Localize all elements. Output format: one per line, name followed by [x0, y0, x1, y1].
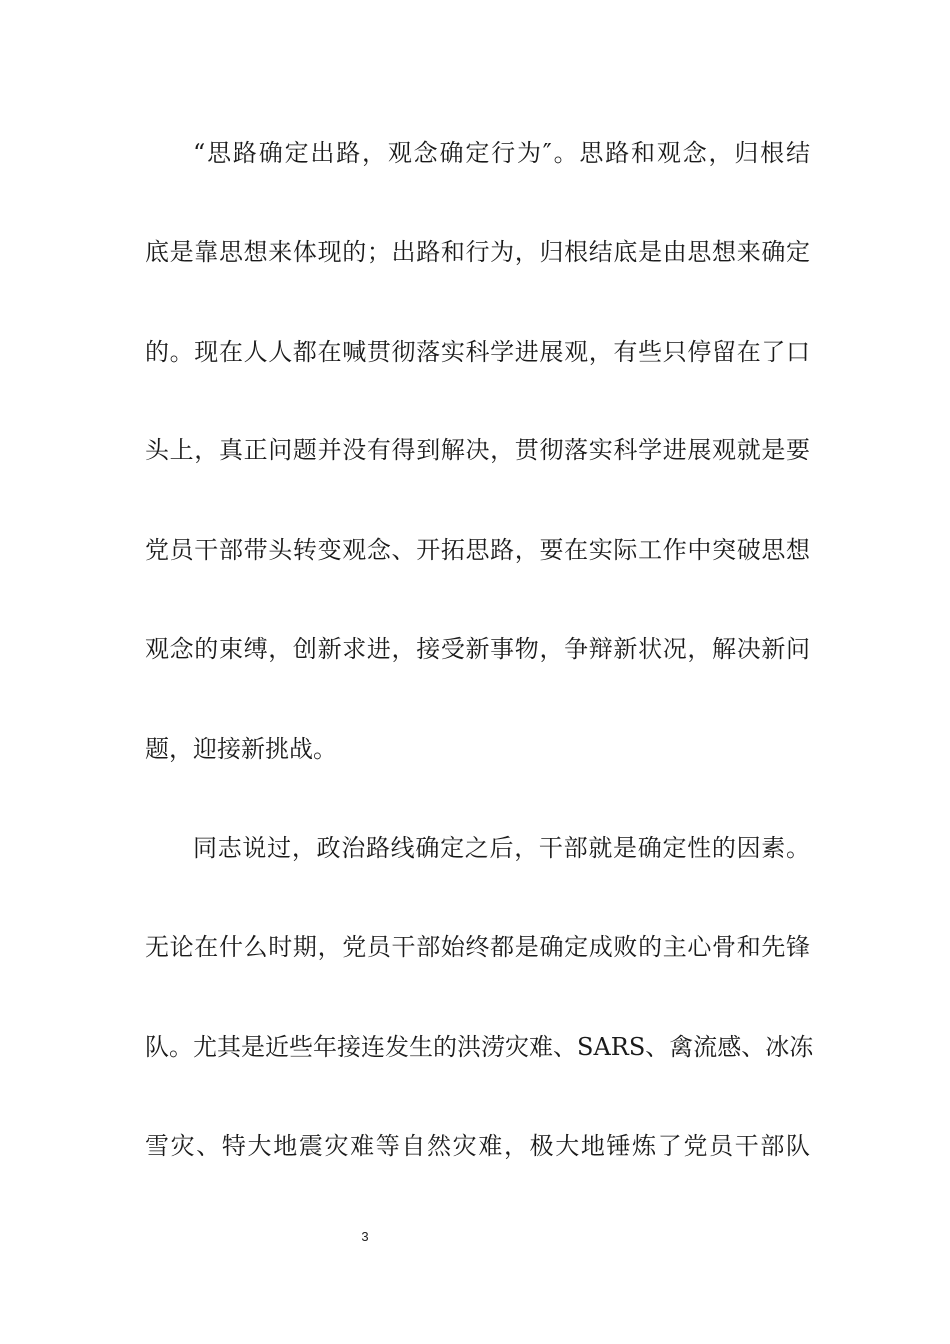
paragraph-1-line-7: 题，迎接新挑战。 — [145, 735, 337, 763]
paragraph-1-line-3: 的。现在人人都在喊贯彻落实科学进展观，有些只停留在了口 — [145, 338, 810, 366]
paragraph-2-line-3: 队。尤其是近些年接连发生的洪涝灾难、SARS、禽流感、冰冻 — [145, 1033, 814, 1061]
paragraph-2-line-4: 雪灾、特大地震灾难等自然灾难，极大地锤炼了党员干部队 — [145, 1132, 810, 1160]
paragraph-1-line-2: 底是靠思想来体现的；出路和行为，归根结底是由思想来确定 — [145, 238, 810, 266]
paragraph-1-line-1: “思路确定出路，观念确定行为″。思路和观念，归根结 — [193, 139, 810, 167]
paragraph-2-line-2: 无论在什么时期，党员干部始终都是确定成败的主心骨和先锋 — [145, 933, 810, 961]
paragraph-2-line-1: 同志说过，政治路线确定之后，干部就是确定性的因素。 — [193, 834, 810, 862]
page-number: 3 — [361, 1229, 369, 1244]
paragraph-1-line-5: 党员干部带头转变观念、开拓思路，要在实际工作中突破思想 — [145, 536, 810, 564]
paragraph-1-line-6: 观念的束缚，创新求进，接受新事物，争辩新状况，解决新问 — [145, 635, 810, 663]
paragraph-1-line-4: 头上，真正问题并没有得到解决，贯彻落实科学进展观就是要 — [145, 436, 810, 464]
